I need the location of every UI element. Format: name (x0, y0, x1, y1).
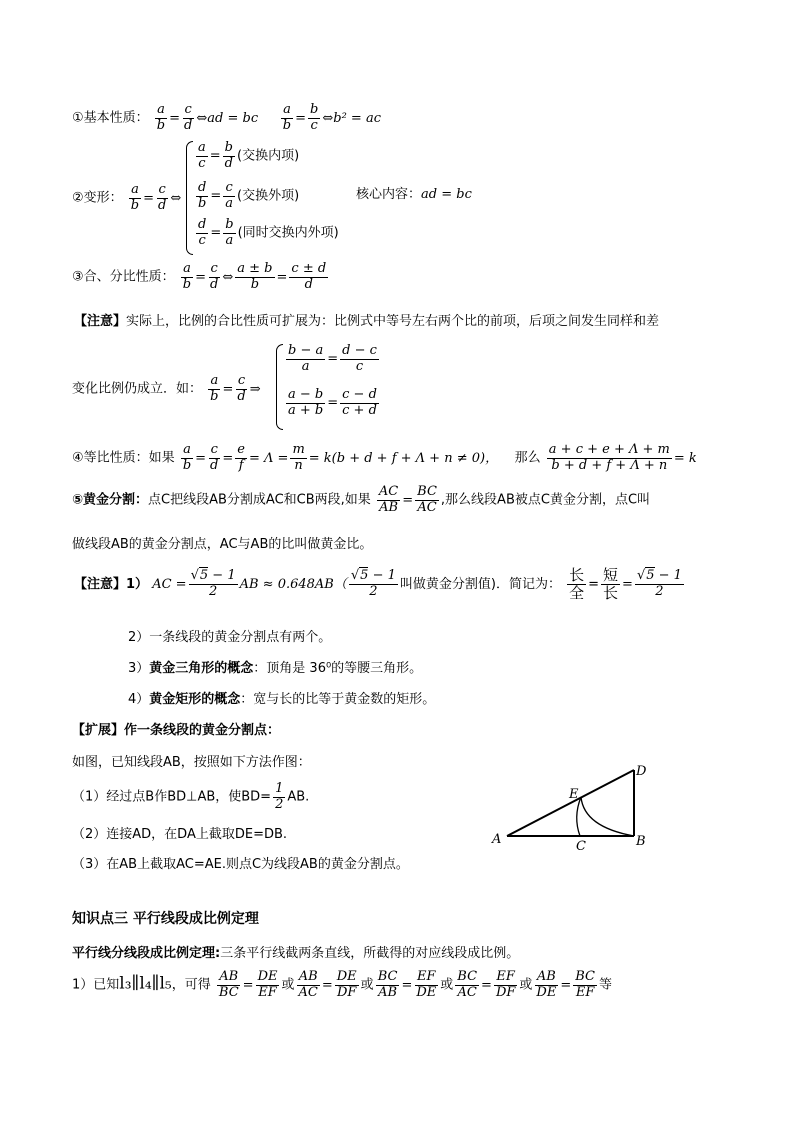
arc-de-db (581, 797, 634, 836)
theorem: 平行线分线段成比例定理:三条平行线截两条直线，所截得的对应线段成比例。 (72, 946, 520, 961)
point-a-label: A (492, 832, 502, 847)
step-2: （2）连接AD，在DA上截取DE=DB. (72, 827, 288, 842)
list-item-2: 2）一条线段的黄金分割点有两个。 (128, 630, 332, 645)
case-2: $\frac{d}{b}$ = $\frac{c}{a}$ (交换外项) (198, 180, 300, 211)
ext-case-1: $\frac{b - a}{a}$ = $\frac{d - c}{c}$ (288, 343, 377, 374)
ext-case-2: $\frac{a - b}{a + b}$ = $\frac{c - d}{c + d}$ (288, 387, 377, 418)
formula: $\frac{a}{b}$ = $\frac{c}{d}$ ⇔ad = bc $\frac{a}{b}$ = $\frac{b}{c}$ ⇔b² = ac (156, 102, 381, 133)
note-2: 【注意】1） AC = $\frac{√5 - 1}{2}$ AB ≈ 0.648AB（ $\frac{√5 - 1}{2}$ 叫做黄金分割值)．简记为： $\frac{\text{长}}{\text{全}}$ = $\frac{\text{短}}{\text{长}}$ = $\frac{√5 - 1}{2}$ (74, 566, 682, 602)
golden-section: ⑤黄金分割：点C把线段AB分割成AC和CB两段,如果 $\frac{AC}{AB}$ = $\frac{BC}{AC}$ ,那么线段AB被点C黄金分割，点C叫 (72, 484, 651, 515)
list-item-4: 4）黄金矩形的概念：宽与长的比等于黄金数的矩形。 (128, 692, 436, 707)
point-c-label: C (576, 839, 586, 854)
basic-property-label: ①基本性质： (72, 110, 149, 126)
golden-section-figure (480, 755, 680, 855)
point-d-label: D (636, 764, 647, 779)
core-content: 核心内容：ad = bc (356, 187, 472, 202)
step-1: （1）经过点B作BD⊥AB，使BD= $\frac{1}{2}$ AB. (72, 781, 310, 812)
extension-title: 【扩展】作一条线段的黄金分割点： (72, 723, 281, 738)
brace (186, 141, 193, 255)
brace (276, 344, 283, 430)
note-1-cont: 变化比例仍成立．如： $\frac{a}{b}$ = $\frac{c}{d}$ ⇒ (72, 373, 261, 404)
list-item-3: 3）黄金三角形的概念：顶角是 36⁰的等腰三角形。 (128, 661, 423, 676)
golden-section-cont: 做线段AB的黄金分割点，AC与AB的比叫做黄金比。 (72, 537, 373, 552)
case-3: $\frac{d}{c}$ = $\frac{b}{a}$ (同时交换内外项) (198, 217, 339, 248)
transform-label: ②变形： $\frac{a}{b}$ = $\frac{c}{d}$ ⇔ (72, 182, 182, 213)
point-b-label: B (636, 834, 646, 849)
case-1: $\frac{a}{c}$ = $\frac{b}{d}$ (交换内项) (198, 140, 300, 171)
equal-ratio-property: ④等比性质：如果 $\frac{a}{b}$ = $\frac{c}{d}$ = $\frac{e}{f}$ = Λ = $\frac{m}{n}$ = k(b + d + f + Λ + n ≠ 0)， 那么 $\frac{a + c + e + \Lambda + m}{b + d + f + \Lambda + n}$ = k (72, 442, 697, 473)
section-title: 知识点三 平行线段成比例定理 (72, 911, 259, 927)
point-e-label: E (569, 787, 579, 802)
sum-diff-property: ③合、分比性质： $\frac{a}{b}$ = $\frac{c}{d}$ ⇔ $\frac{a \pm b}{b}$ = $\frac{c \pm d}{d}$ (72, 261, 327, 292)
step-3: （3）在AB上截取AC=AE.则点C为线段AB的黄金分割点。 (72, 857, 409, 872)
segment-ad (507, 770, 634, 836)
extension-intro: 如图，已知线段AB，按照如下方法作图： (72, 755, 311, 770)
note-1: 【注意】实际上，比例的合比性质可扩展为：比例式中等号左右两个比的前项，后项之间发生同样和差 (74, 314, 660, 329)
arc-ae-ac (577, 797, 581, 836)
theorem-example: 1）已知l₃∥l₄∥l₅，可得 $\frac{AB}{BC}$ = $\frac{DE}{EF}$ 或 $\frac{AB}{AC}$ = $\frac{DE}{DF}$ 或 $\frac{BC}{AB}$ = $\frac{EF}{DE}$ 或 $\frac{BC}{AC}$ = $\frac{EF}{DF}$ 或 $\frac{AB}{DE}$ = $\frac{BC}{EF}$ 等 (72, 969, 612, 1000)
basic-property (72, 103, 381, 133)
